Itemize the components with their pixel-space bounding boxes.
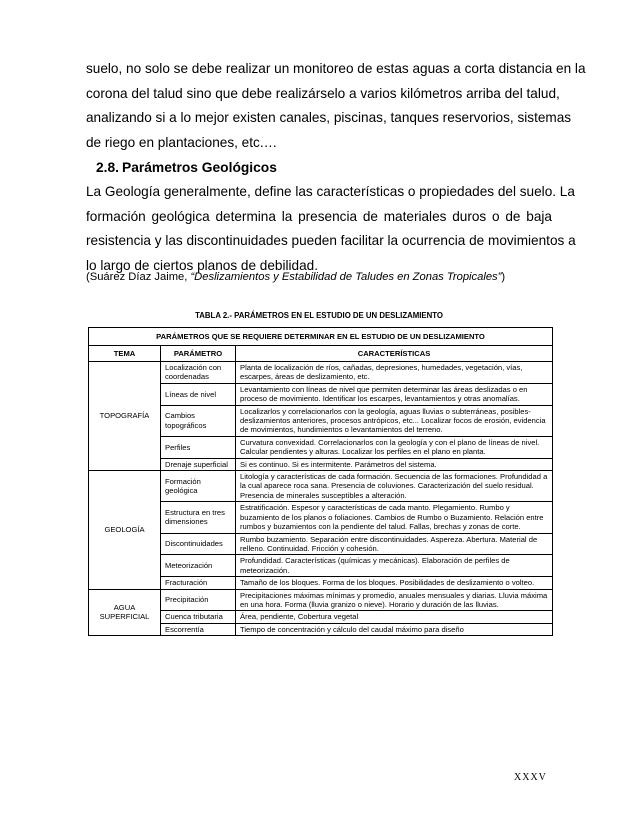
section-line: formación geológica determina la presencia de materiales duros o de baja (86, 208, 552, 224)
citation-suffix: ) (501, 271, 506, 283)
parametro-cell: Escorrentía (161, 623, 236, 635)
section-heading (96, 160, 277, 175)
parametro-cell: Drenaje superficial (161, 458, 236, 470)
caracteristicas-cell: Tiempo de concentración y cálculo del caudal máximo para diseño (236, 623, 553, 635)
caracteristicas-cell: Rumbo buzamiento. Separación entre discontinuidades. Aspereza. Abertura. Material de relleno. Continuidad. Fricción y cohesión. (236, 533, 553, 555)
intro-line: analizando si a lo mejor existen canales, piscinas, tanques reservorios, sistemas (86, 110, 572, 125)
tema-cell: AGUA SUPERFICIAL (89, 589, 161, 636)
section-line: La Geología generalmente, define las características o propiedades del suelo. La (86, 184, 575, 199)
citation-prefix: (Suárez Díaz Jaime, (86, 271, 191, 283)
caracteristicas-cell: Precipitaciones máximas mínimas y promedio, anuales mensuales y diarias. Lluvia máxima en una hora. Forma (lluvia granizo o nieve). Horario y duración de las lluvias. (236, 589, 553, 611)
intro-line: de riego en plantaciones, etc.… (86, 134, 278, 150)
table-row (89, 362, 553, 384)
page-number: XXXV (514, 772, 547, 783)
intro-line: corona del talud sino que debe realizárselo a varios kilómetros arriba del talud, (86, 85, 560, 101)
parametro-cell: Cambios topográficos (161, 405, 236, 436)
parametro-cell: Fracturación (161, 577, 236, 589)
column-header: CARACTERÍSTICAS (236, 346, 553, 362)
table-title-row (89, 328, 553, 346)
section-line: resistencia y las discontinuidades pueden facilitar la ocurrencia de movimientos a (86, 233, 576, 248)
caracteristicas-cell: Profundidad. Características (químicas y mecánicas). Elaboración de perfiles de meteorización. (236, 555, 553, 577)
caracteristicas-cell: Estratificación. Espesor y características de cada manto. Plegamiento. Rumbo y buzamiento de los planos o foliaciones. Cambios de Rumbo o Buzamiento. Relación entre rumbos y buzamientos con la pendiente del talud. Fallas, brechas y zonas de corte. (236, 502, 553, 533)
section-paragraph (86, 180, 576, 278)
parametro-cell: Localización con coordenadas (161, 362, 236, 384)
caracteristicas-cell: Si es continuo. Si es intermitente. Parámetros del sistema. (236, 458, 553, 470)
parametro-cell: Cuenca tributaria (161, 611, 236, 623)
table-row (89, 471, 553, 502)
parameters-table (88, 327, 553, 636)
parametro-cell: Líneas de nivel (161, 383, 236, 405)
parametro-cell: Estructura en tres dimensiones (161, 502, 236, 533)
caracteristicas-cell: Levantamiento con líneas de nivel que permiten determinar las áreas deslizadas o en proceso de movimiento. Identificar los escarpes, levantamientos y otras anomalías. (236, 383, 553, 405)
table-header-row (89, 346, 553, 362)
parametro-cell: Discontinuidades (161, 533, 236, 555)
column-header: PARÁMETRO (161, 346, 236, 362)
section-title: Parámetros Geológicos (122, 160, 277, 175)
table-title: PARÁMETROS QUE SE REQUIERE DETERMINAR EN EL ESTUDIO DE UN DESLIZAMIENTO (89, 328, 553, 346)
section-line: lo largo de ciertos planos de debilidad. (86, 257, 319, 273)
parametro-cell: Meteorización (161, 555, 236, 577)
tema-cell: TOPOGRAFÍA (89, 362, 161, 471)
citation-title: “Deslizamientos y Estabilidad de Taludes en Zonas Tropicales” (190, 271, 502, 283)
caracteristicas-cell: Área, pendiente, Cobertura vegetal (236, 611, 553, 623)
caracteristicas-cell: Tamaño de los bloques. Forma de los bloques. Posibilidades de deslizamiento o volteo. (236, 577, 553, 589)
parametro-cell: Formación geológica (161, 471, 236, 502)
table-caption: TABLA 2.- PARÁMETROS EN EL ESTUDIO DE UN DESLIZAMIENTO (195, 311, 443, 320)
table-row (89, 589, 553, 611)
intro-paragraph (86, 57, 586, 155)
caracteristicas-cell: Planta de localización de ríos, cañadas, depresiones, humedades, vegetación, vías, escarpes, áreas de deslizamiento, etc. (236, 362, 553, 384)
citation (86, 271, 505, 283)
intro-line: suelo, no solo se debe realizar un monitoreo de estas aguas a corta distancia en la (86, 61, 586, 76)
caracteristicas-cell: Localizarlos y correlacionarlos con la geología, aguas lluvias o subterráneas, posibles-deslizamientos anteriores, procesos antrópicos, etc... Localizar focos de erosión, evidencia de movimientos, hundimientos o levantamientos del terreno. (236, 405, 553, 436)
column-header: TEMA (89, 346, 161, 362)
caracteristicas-cell: Curvatura convexidad. Correlacionarlos con la geología y con el plano de líneas de nivel. Calcular pendientes y alturas. Localizar los perfiles en el plano en planta. (236, 436, 553, 458)
caracteristicas-cell: Litología y características de cada formación. Secuencia de las formaciones. Profundidad a la cual aparece roca sana. Presencia de coluviones. Caracterización del suelo residual. Presencia de minerales susceptibles a alteración. (236, 471, 553, 502)
tema-cell: GEOLOGÍA (89, 471, 161, 589)
parametro-cell: Precipitación (161, 589, 236, 611)
section-number: 2.8. (96, 160, 120, 175)
parametro-cell: Perfiles (161, 436, 236, 458)
